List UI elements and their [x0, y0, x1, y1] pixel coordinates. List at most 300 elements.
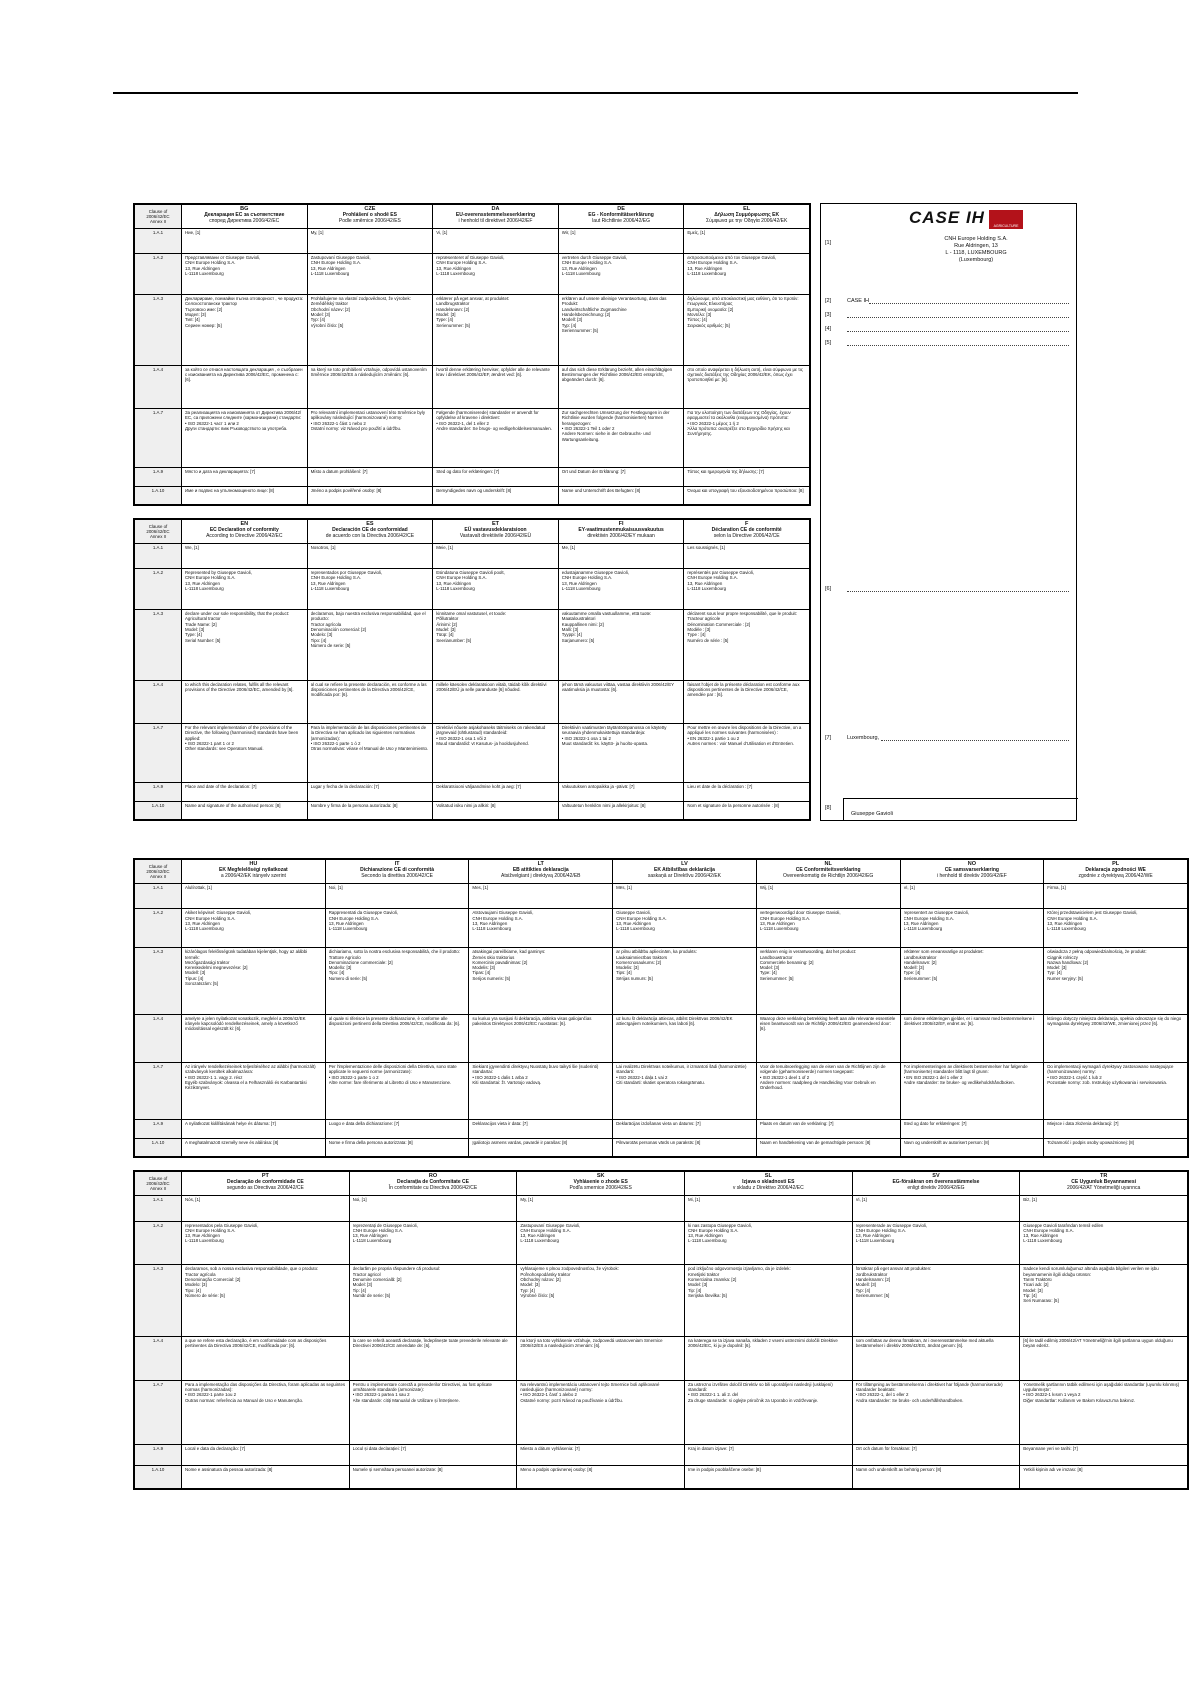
declaration-text: For implementeringen av direktivets bestemmelser har følgende (harmoniserte) standarder blitt lagt til grunn: • EN ISO 26322-1 del 1 eller 2 Andre standarder: Se bruker- og vedlikeholdshåndboken. [903, 1063, 1028, 1085]
declaration-cell [325, 1138, 469, 1156]
declaration-text: na katerega se ta izjava nanaša, skladen z vsemi ustreznimi določili Direktive 2006/42/EC, ki ju je dopolnil: [6]. [687, 1337, 838, 1349]
language-title: Déclaration CE de conformité [711, 527, 782, 533]
language-sub: a 2006/42/EK irányelv szerint [220, 873, 286, 879]
field-8-label: [8] [825, 805, 832, 811]
language-title: Δήλωση Συμμόρφωσης ΕΚ [714, 212, 780, 218]
declaration-text: Følgende (harmoniserede) standarder er anvendt for opfyldelse af kravene i direktivet: • ISO 26322-1, del 1 eller 2 Andre standarder: Se brugs- og vedligeholdelsesmanualen. [436, 410, 552, 432]
declaration-cell [517, 1380, 685, 1445]
clause-header [135, 1172, 182, 1196]
declaration-cell [852, 1196, 1020, 1221]
declaration-cell [349, 1465, 517, 1488]
language-header [433, 520, 559, 544]
language-code: BG [240, 206, 249, 212]
clause-number: 1.A.4 [135, 1336, 182, 1380]
declaration-table [134, 519, 810, 820]
table-row [135, 543, 810, 568]
declaration-cell [307, 569, 433, 610]
table-row [135, 1221, 1188, 1265]
table-row [135, 569, 810, 610]
declaration-text: Zur sachgerechten Umsetzung der Festlegungen in der Richtlinie wurden folgende (harmonisierten) Normen herangezogen: • ISO 26322-1 Teil 1 oder 2 Andere Normen: siehe in der Gebrauchs- und Wartungsanleitung. [561, 410, 670, 442]
declaration-text: Valtuutetun henkilön nimi ja allekirjoitus: [8] [561, 802, 646, 808]
table-row [135, 295, 810, 366]
declaration-cell [558, 610, 684, 681]
declaration-cell [182, 909, 326, 948]
language-code: CZE [364, 206, 376, 212]
declaration-cell [307, 409, 433, 468]
declaration-cell [469, 1120, 613, 1138]
declaration-cell [684, 1465, 852, 1488]
declaration-cell [900, 948, 1044, 1015]
declaration-cell [517, 1221, 685, 1265]
language-title: Prohlášení o shodě ES [342, 212, 397, 218]
language-sub: În conformitate cu Directiva 2006/42/CE [388, 1185, 478, 1191]
table-row [135, 1014, 1188, 1062]
declaration-text: за който се отнася настоящата декларация , е съобразен с изискванията на Директива 2006/42/ЕС, променена с: [6]. [185, 366, 303, 383]
declaration-cell [756, 1120, 900, 1138]
clause-header-line: 2006/42/EC [146, 213, 170, 219]
language-sub: Podľa smernice 2006/42/ES [569, 1185, 632, 1191]
table-row [135, 1196, 1188, 1221]
language-header [684, 205, 810, 229]
declaration-cell [433, 365, 559, 408]
declaration-cell [433, 468, 559, 486]
declaration-cell [517, 1445, 685, 1466]
declaration-text: som denne erklæringen gjelder, er i samsvar med bestemmelsene i direktivet 2006/42/EF, endret av: [6]. [903, 1015, 1035, 1027]
field-3-label: [3] [825, 312, 832, 318]
declaration-cell [558, 801, 684, 819]
declaration-cell [307, 468, 433, 486]
declaration-text: amelyre a jelen nyilatkozat vonatkozik, megfelel a 2006/42/EK irányelv kapcsolódó rendelkezéseinek, amely a következő módosítással egészült ki: [6]. [185, 1015, 306, 1032]
declaration-cell [558, 409, 684, 468]
language-code: RO [428, 1173, 438, 1179]
language-header [469, 860, 613, 884]
clause-header-line: Annex II [149, 534, 167, 540]
declaration-cell [182, 1265, 350, 1336]
language-title: Декларация ЕС за съответствие [204, 212, 285, 218]
declaration-cell [558, 365, 684, 408]
language-code: PT [261, 1173, 269, 1179]
field-3-line [847, 317, 1069, 318]
declaration-text: Pro relevantní implementaci ustanovení této Směrnice byly aplikovány následující (harmonizované) normy: • ISO 26322-1 část 1 nebo 2 Ostatní normy: viz Návod pro použití a údržbu. [310, 410, 426, 432]
table-row [135, 468, 810, 486]
declaration-cell [900, 1014, 1044, 1062]
declaration-text: For the relevant implementation of the provisions of the Directive, the following (harmonised) standards have been applied: • ISO 26322-1 part 1 or 2 Other standards: see Operators Manual. [185, 725, 299, 752]
declaration-block-3 [133, 858, 1189, 1158]
language-title: EB atitikties deklaracija [512, 867, 569, 873]
language-sub: i henhold til direktivet 2006/42/EF [458, 218, 533, 224]
declaration-text: representados por Giuseppe Gavioli, CNH Europe Holding S.A. 13, Rue Aldringen L-1118 Luxembourg [310, 570, 383, 591]
declaration-cell [684, 365, 810, 408]
declaration-cell [433, 486, 559, 504]
declaration-text: Wir, [1] [561, 229, 576, 235]
language-code: IT [394, 861, 400, 867]
declaration-text: Voor de tenuitvoerlegging van de eisen van de Richtlijnen zijn de volgende (geharmoniseerde) normen toegepast: • ISO 26322-1 deel 1 of 2 Andere normen: raadpleeg de Handleiding Voor Gebruik en Onderhoud. [759, 1063, 886, 1091]
declaration-text: Biz, [1] [1023, 1197, 1037, 1203]
declaration-cell [349, 1196, 517, 1221]
declaration-text: Para la implementación de las disposiciones pertinentes de la Directiva se han aplicado las siguientes normativas (armonizadas): • ISO 26322-1 parte 1 ó 2 Otras normativas: véase el Manual de Uso y Mantenimiento. [310, 725, 429, 752]
declaration-cell [517, 1196, 685, 1221]
clause-number: 1.A.2 [135, 254, 182, 295]
clause-number: 1.A.3 [135, 295, 182, 366]
clause-number: 1.A.10 [135, 486, 182, 504]
language-code: SV [932, 1173, 940, 1179]
declaration-cell [613, 1014, 757, 1062]
declaration-text: declaramos, sob a nossa exclusiva responsabilidade, que o produto: Tractor agrícola Denominação Comercial: [2] Modelo: [3] Tipo: [4] Número de série: [5] [185, 1266, 319, 1298]
declaration-cell [684, 486, 810, 504]
declaration-cell [182, 948, 326, 1015]
clause-number: 1.A.7 [135, 724, 182, 783]
declaration-text: al cual se refiere la presente declaración, es conforme a las disposiciones pertinentes de la Directiva 2006/42/CE, modificada por: [6]. [310, 681, 427, 698]
clause-number: 1.A.3 [135, 1265, 182, 1336]
declaration-cell [684, 543, 810, 568]
declaration-text: Meno a podpis oprávnenej osoby: [8] [520, 1466, 593, 1472]
clause-header-line: Clause of [148, 863, 168, 869]
declaration-text: Декларираме, поемайки пълна отговорност , че продукта: Селскостопански трактор Търговско име: [2] Модел: [3] Тип: [4] Сериен номер: [5] [185, 296, 304, 328]
table-row [135, 909, 1188, 948]
declaration-text: Namn och underskrift av behörig person: [8] [855, 1466, 942, 1472]
field-5-line [847, 345, 1069, 346]
declaration-text: εκπροσωπούμενοι από τον Giuseppe Gavioli, CNH Europe Holding S.A. 13, Rue Aldringen L-1118 Luxembourg [687, 255, 777, 276]
language-title: EG - Konformitätserklärung [588, 212, 654, 218]
language-sub: saskaņā ar Direktīvu 2006/42/EK [647, 873, 722, 879]
language-header [1044, 860, 1188, 884]
declaration-text: Siekiant įgyvendinti direktyvų Nuostatų buvo taikyti šie (suderinti) standartai: • ISO 26322-1 dalis 1 arba 2 Kiti standartai: žr. Vartotojo vadovą. [472, 1063, 599, 1085]
declaration-cell [558, 569, 684, 610]
language-header [558, 205, 684, 229]
declaration-cell [852, 1445, 1020, 1466]
clause-header-line: Annex II [149, 1186, 167, 1192]
language-title: Declaração de conformidade CE [226, 1179, 304, 1185]
language-header [684, 1172, 852, 1196]
table-row [135, 680, 810, 723]
clause-number: 1.A.1 [135, 543, 182, 568]
declaration-cell [684, 1336, 852, 1380]
declaration-text: erklærer på eget ansvar, at produktet: Landbrugstraktor Handelsnavn: [2] Model: [3] Type: [4] Serienummer: [5] [436, 296, 510, 328]
declaration-cell [433, 228, 559, 253]
declaration-cell [469, 1138, 613, 1156]
declaration-cell [1020, 1445, 1188, 1466]
declaration-text: som omfattas av denna försäkran, är i överensstämmelse med aktuella bestämmelser i direktiv 2006/42/EG, ändrat genom: [6]. [855, 1337, 994, 1349]
language-sub: Overeenkomstig de Richtlijn 2006/42/EG [783, 873, 874, 879]
declaration-text: Beyannane yeri ve tarihi: [7] [1023, 1446, 1078, 1452]
declaration-text: którego dotyczy niniejsza deklaracja, spełnia odnoszące się do niego wymagania dyrektywy 2006/42/WE, zmienionej przez [6]. [1047, 1015, 1182, 1027]
table-row [135, 1265, 1188, 1336]
declaration-text: vyhlasujeme s plnou zodpovednosťou, že výrobok: Poľnohospodársky traktor Obchodný názov: [2] Model: [3] Typ: [4] Výrobné číslo: [5] [520, 1266, 619, 1298]
language-title: Declarația de Conformitate CE [397, 1179, 469, 1185]
language-code: DE [617, 206, 625, 212]
declaration-text: Kraj in datum izjave: [7] [687, 1446, 734, 1452]
declaration-cell [684, 228, 810, 253]
declaration-cell [852, 1221, 1020, 1265]
declaration-cell [558, 468, 684, 486]
declaration-cell [558, 486, 684, 504]
declaration-cell [182, 254, 308, 295]
declaration-text: vertegenwoordigd door Giuseppe Gavioli, CNH Europe Holding S.A. 13, Rue Aldringen L-1118 Luxembourg [759, 910, 841, 932]
declaration-text: Noi, [1] [328, 885, 343, 891]
clause-header-line: Clause of [148, 208, 168, 214]
declaration-cell [307, 543, 433, 568]
declaration-cell [182, 884, 326, 909]
declaration-block-1 [133, 203, 811, 506]
declaration-text: vakuutamme omalla vastuullamme, että tuote: Maataloustraktori Kauppallinen nimi: [2] Malli: [3] Tyyppi: [4] Sarjanumero: [5] [561, 611, 652, 643]
declaration-cell [182, 801, 308, 819]
declaration-text: atsakingai pareiškiame, kad gaminys: Žemės ūkio traktorius Komercinis pavadinimas: [2] Modelis: [3] Tipas: [4] Serijos numeris: [5] [472, 949, 546, 981]
declaration-cell [433, 783, 559, 801]
declaration-cell [182, 1120, 326, 1138]
address-line: CNH Europe Holding S.A. [944, 236, 1008, 242]
declaration-text: δηλώνουμε, υπό αποκλειστική μας ευθύνη, ότι το προϊόν: Γεωργικός Ελκυστήρας Εμπορική ονομασία: [2] Μοντέλο: [3] Τύπος: [4] Σειριακός αριθμός: [5] [687, 296, 799, 328]
declaration-cell [1044, 909, 1188, 948]
declaration-text: jehon tämä vakuutus viittaa, vastaa direktiivin 2006/42/EY vaatimuksia ja muutosta: [6]. [561, 681, 674, 693]
declaration-cell [182, 1014, 326, 1062]
language-title: Deklaracja zgodności WE [1085, 867, 1146, 873]
table-row [135, 1465, 1188, 1488]
declaration-text: Której przedstawicielem jest Giuseppe Gavioli, CNH Europe Holding S.A. 13, Rue Aldringen L-1118 Luxembourg [1047, 910, 1138, 932]
declaration-cell [307, 228, 433, 253]
language-header [1020, 1172, 1188, 1196]
declaration-cell [325, 1062, 469, 1119]
declaration-text: Na relevantnú implementáciu ustanovení tejto Smernice boli aplikované nasledujúce (harmonizované) normy: • ISO 26322-1 časť 1 alebo 2 Ostatné normy: pozri Návod na používanie a údržbu. [520, 1381, 660, 1403]
declaration-form-panel [820, 203, 1077, 821]
declaration-text: За реализацията на изискванията от Директива 2006/42/ЕС, са приложени следните (хармонизирани) стандарти: • ISO 26322-1 част 1 или 2 Други стандарти: виж Ръководството за употреба. [185, 410, 302, 432]
declaration-cell [613, 884, 757, 909]
declaration-text: erklærer som eneansvarlige at produktet: Landbrukstraktor Handelsnavn: [2] Modell: [3] Type: [4] Serienummer: [5] [903, 949, 984, 981]
declaration-text: representerade av Giuseppe Gavioli, CNH Europe Holding S.A. 13, Rue Aldringen L-1118 Luxembourg [855, 1222, 928, 1244]
declaration-text: Nome e firma della persona autorizzata: [8] [328, 1139, 413, 1145]
declaration-cell [900, 884, 1044, 909]
language-title: EÜ vastavusdeklaratsioon [464, 527, 527, 533]
clause-header-line: 2006/42/EC [146, 1180, 170, 1186]
clause-number: 1.A.1 [135, 884, 182, 909]
declaration-cell [325, 948, 469, 1015]
declaration-cell [1044, 884, 1188, 909]
clause-number: 1.A.9 [135, 783, 182, 801]
declaration-cell [433, 254, 559, 295]
declaration-text: Mēs, [1] [616, 885, 632, 891]
declaration-text: A meghatalmazott személy neve és aláírása: [8] [185, 1139, 279, 1145]
clause-header-line: Clause of [148, 1175, 168, 1181]
declaration-cell [182, 1380, 350, 1445]
declaration-table [134, 1171, 1188, 1489]
table-row [135, 486, 810, 504]
declaration-cell [756, 1138, 900, 1156]
declaration-text: Volitatud isiku nimi ja allkiri: [8] [436, 802, 496, 808]
table-row [135, 1120, 1188, 1138]
declaration-cell [1020, 1265, 1188, 1336]
declaration-cell [558, 543, 684, 568]
declaration-cell [756, 909, 900, 948]
declaration-text: Meie, [1] [436, 544, 454, 550]
language-code: PL [1112, 861, 1120, 867]
declaration-text: Deklarācijas izdošanas vieta un datums: [7] [616, 1121, 701, 1127]
declaration-text: Name and signature of the authorised person: [8] [185, 802, 281, 808]
clause-number: 1.A.4 [135, 1014, 182, 1062]
declaration-cell [517, 1465, 685, 1488]
declaration-text: Για την υλοποίηση των διατάξεων της Οδηγίας, έχουν εφαρμοστεί τα ακόλουθα (εναρμονισμένα) πρότυπα: • ISO 26322-1 μέρος 1 ή 2 Άλλα πρότυπα: ανατρέξτε στο Εγχειρίδιο Χρήσης και Συντήρησης. [687, 410, 791, 437]
header-rule [113, 92, 1078, 94]
language-sub: Vastavalt direktiivile 2006/42/EÜ [459, 533, 532, 539]
declaration-cell [433, 409, 559, 468]
address-line: Rue Aldringen, 13 [954, 243, 998, 249]
declaration-text: Vi, [1] [855, 1197, 867, 1203]
declaration-block-4 [133, 1170, 1189, 1490]
declaration-cell [756, 1062, 900, 1119]
declaration-text: My, [1] [310, 229, 324, 235]
language-header [182, 520, 308, 544]
declaration-cell [182, 1465, 350, 1488]
language-code: F [745, 521, 749, 527]
language-sub: segundo as Directivas 2006/42/CE [226, 1185, 304, 1191]
field-6-label: [6] [825, 586, 832, 592]
language-sub: zgodnie z dyrektywą 2006/42/WE [1078, 873, 1153, 879]
declaration-cell [613, 909, 757, 948]
declaration-text: hvortil denne erklæring henviser, opfylder alle de relevante krav i direktivet 2006/42/EF, ændret ved: [6]. [436, 366, 550, 378]
declaration-text: erklären auf unsere alleinige Verantwortung, dass das Produkt: Landwirtschaftliche Zugmaschine Handelsbezeichnung: [2] Modell: [3] Typ: [4] Seriennummer: [5] [561, 296, 667, 333]
declaration-cell [613, 1120, 757, 1138]
declaration-cell [349, 1445, 517, 1466]
declaration-table [134, 204, 810, 505]
language-title: EK Megfelelőségi nyilatkozat [219, 867, 288, 873]
declaration-text: ar pilnu atbildību apliecinām, ka produkts: Lauksaimniecības traktors Komercnosaukums: [2] Modelis: [3] Tips: [4] Sērijas numurs: [5] [616, 949, 697, 981]
declaration-text: Sted og dato for erklæringen: [7] [903, 1121, 967, 1127]
table-row [135, 884, 1188, 909]
table-row [135, 1138, 1188, 1156]
declaration-text: Yönetmelik şartlarının tatbik edilmesi için aşağıdaki standartlar (uyumlu kılınmış) uygulanmıştır: • ISO 26322-1 kısım 1 veya 2 Diğer standartlar: Kullanım ve Bakım Kılavuzu'na bakınız. [1023, 1381, 1180, 1403]
declaration-text: verklaren enig in verantwoording, dat het product: Landbouwtractor Commerciële benaming: [2] Model: [3] Type: [4] Serienummer: [5] [759, 949, 857, 981]
language-header [756, 860, 900, 884]
declaration-cell [433, 569, 559, 610]
declaration-cell [558, 680, 684, 723]
table-row [135, 801, 810, 819]
declaration-cell [684, 1380, 852, 1445]
language-sub: According to Directive 2006/42/EC [206, 533, 283, 539]
declaration-text: ki nas zastopa Giuseppe Gavioli, CNH Europe Holding S.A. 13, Rue Aldringen L-1118 Luxembourg [687, 1222, 752, 1244]
field-2-line [869, 303, 1069, 304]
clause-number: 1.A.7 [135, 1380, 182, 1445]
language-code: DA [491, 206, 500, 212]
brand-mark-icon [989, 210, 1023, 224]
field-7-line [881, 740, 1069, 741]
declaration-cell [756, 884, 900, 909]
declaration-cell [756, 948, 900, 1015]
declaration-text: Waarop deze verklaring betrekking heeft aan alle relevante essentiële eisen beantwoordt van de Richtlijn 2006/42/EG geamendeerd door: [6]. [759, 1015, 896, 1032]
language-title: Declaración CE de conformidad [332, 527, 408, 533]
table-row [135, 1062, 1188, 1119]
language-sub: de acuerdo con la Directiva 2006/42/CE [325, 533, 415, 539]
language-header [325, 860, 469, 884]
clause-number: 1.A.3 [135, 610, 182, 681]
declaration-cell [1020, 1196, 1188, 1221]
declaration-cell [182, 1196, 350, 1221]
declaration-text: Me, [1] [561, 544, 576, 550]
declaration-text: to which this declaration relates, fulfils all the relevant provisions of the Directive 2006/42/EC, amended by [6]. [185, 681, 294, 693]
declaration-cell [852, 1380, 1020, 1445]
declaration-block-2 [133, 518, 811, 821]
declaration-text: We, [1] [185, 544, 199, 550]
declaration-text: Tożsamość i podpis osoby upoważnionej: [8] [1047, 1139, 1134, 1145]
declaration-cell [558, 724, 684, 783]
declaration-cell [852, 1265, 1020, 1336]
language-title: CE Conformiteitsverklaring [795, 867, 861, 873]
declaration-text: Bemyndigedes navn og underskrift: [8] [436, 487, 512, 493]
declaration-cell [325, 884, 469, 909]
language-code: SK [596, 1173, 605, 1179]
declaration-cell [684, 1196, 852, 1221]
clause-header [135, 860, 182, 884]
declaration-cell [1020, 1336, 1188, 1380]
declaration-text: faisant l'objet de la présente déclaration est conforme aux dispositions pertinentes de la Directive 2006/42/CE, amendée par : [6]. [687, 681, 800, 698]
declaration-text: För tillämpning av bestämmelserna i direktivet har följande (harmoniserade) standarder beaktats: • ISO 26322-1, del 1 eller 2 Andra standarder: Se bruks- och underhållshandboken. [855, 1381, 1003, 1403]
language-title: Izjava o skladnosti ES [742, 1179, 795, 1185]
language-title: EC Declaration of conformity [209, 527, 279, 533]
declaration-cell [684, 254, 810, 295]
declaration-text: Nós, [1] [185, 1197, 201, 1203]
declaration-text: Sadece kendi sorumluluğumuz altında aşağıda bilgileri verilen ve işbu beyannamenin ilgili olduğu ürünün: Tarım Traktörü Ticari adı: [2] Model: [3] Tip: [4] Seri Numarası: [5] [1023, 1266, 1159, 1304]
declaration-text: Mi, [1] [687, 1197, 700, 1203]
declaration-text: Local e data da declaração: [7] [185, 1446, 246, 1452]
clause-header [135, 520, 182, 544]
declaration-text: al quale si riferisce la presente dichiarazione, è conforme alle disposizioni pertinenti della Direttiva 2006/42/CE, modificata da: [6]. [328, 1015, 461, 1027]
declaration-text: la care se referă această declarație, îndeplinește toate prevederile relevante ale Directivei 2006/42/CE amendate de: [6]. [352, 1337, 508, 1349]
declaration-text: kinnitame omal vastutusel, et toode: Põllutraktor Ärinimi: [2] Mudel: [3] Tüüp: [4] Seerianumber: [5] [436, 611, 507, 643]
declaration-text: Sted og dato for erklæringen: [7] [436, 469, 500, 475]
address-line: (Luxembourg) [958, 257, 994, 263]
address-line: L - 1118, LUXEMBOURG [945, 250, 1007, 256]
clause-header-line: Annex II [149, 874, 167, 880]
language-sub: enligt direktiv 2006/42/EG [907, 1185, 965, 1191]
declaration-text: Nombre y firma de la persona autorizada: [8] [310, 802, 398, 808]
language-code: EL [743, 206, 751, 212]
declaration-cell [613, 948, 757, 1015]
table-row [135, 724, 810, 783]
declaration-cell [307, 783, 433, 801]
declaration-text: Giuseppe Gavioli, CNH Europe Holding S.A. 13, Rue Aldringen L-1118 Luxembourg [616, 910, 667, 932]
declaration-cell [307, 254, 433, 295]
declaration-text: oświadcza z pełną odpowiedzialnością, że produkt: Ciągnik rolniczy Nazwa handlowa: [2] Model: [3] Typ: [4] Numer seryjny: [5] [1047, 949, 1147, 981]
declaration-cell [1020, 1380, 1188, 1445]
field-6-line [847, 591, 1069, 592]
declaration-table [134, 859, 1188, 1157]
declaration-text: edustajanamme Giuseppe Gavioli, CNH Europe Holding S.A. 13, Rue Aldringen L-1118 Luxembourg [561, 570, 629, 591]
language-code: LV [681, 861, 688, 867]
declaration-text: Atstovaujami Giuseppe Gavioli, CNH Europe Holding S.A. 13, Rue Aldringen L-1118 Luxembourg [472, 910, 534, 932]
declaration-text: Zastupovaní Giuseppe Gavioli, CNH Europe Holding S.A. 13, Rue Aldringen L-1118 Luxembourg [310, 255, 371, 276]
declaration-text: Τόπος και ημερομηνία της δήλωσης: [7] [687, 469, 764, 475]
declaration-cell [558, 228, 684, 253]
declaration-cell [469, 1062, 613, 1119]
language-title: CE samsvarserklæring [944, 867, 999, 873]
declaration-text: Locul și data declarației: [7] [352, 1446, 406, 1452]
declaration-text: Mes, [1] [472, 885, 489, 891]
declaration-text: Miejsce i data złożenia deklaracji: [7] [1047, 1121, 1119, 1127]
declaration-text: Vakuutuksen antopaikka ja -päivä: [7] [561, 784, 635, 790]
clause-header-line: Clause of [148, 523, 168, 529]
declaration-text: Jméno a podpis pověřené osoby: [8] [310, 487, 382, 493]
declaration-cell [684, 724, 810, 783]
field-4-line [847, 331, 1069, 332]
clause-number: 1.A.9 [135, 468, 182, 486]
declaration-text: Za ustrezno izvršitev določil Direktiv so bili uporabljeni naslednji (usklajeni) standardi: • ISO 26322-1 1. ali 2. del Za druge standarde: si oglejte priročnik za Uporabo in vzdrževanje. [687, 1381, 833, 1403]
clause-number: 1.A.2 [135, 909, 182, 948]
clause-number: 1.A.9 [135, 1445, 182, 1466]
language-code: NL [824, 861, 832, 867]
table-row [135, 254, 810, 295]
language-header [558, 520, 684, 544]
language-header [613, 860, 757, 884]
declaration-cell [182, 1138, 326, 1156]
language-header [307, 520, 433, 544]
clause-number: 1.A.7 [135, 409, 182, 468]
